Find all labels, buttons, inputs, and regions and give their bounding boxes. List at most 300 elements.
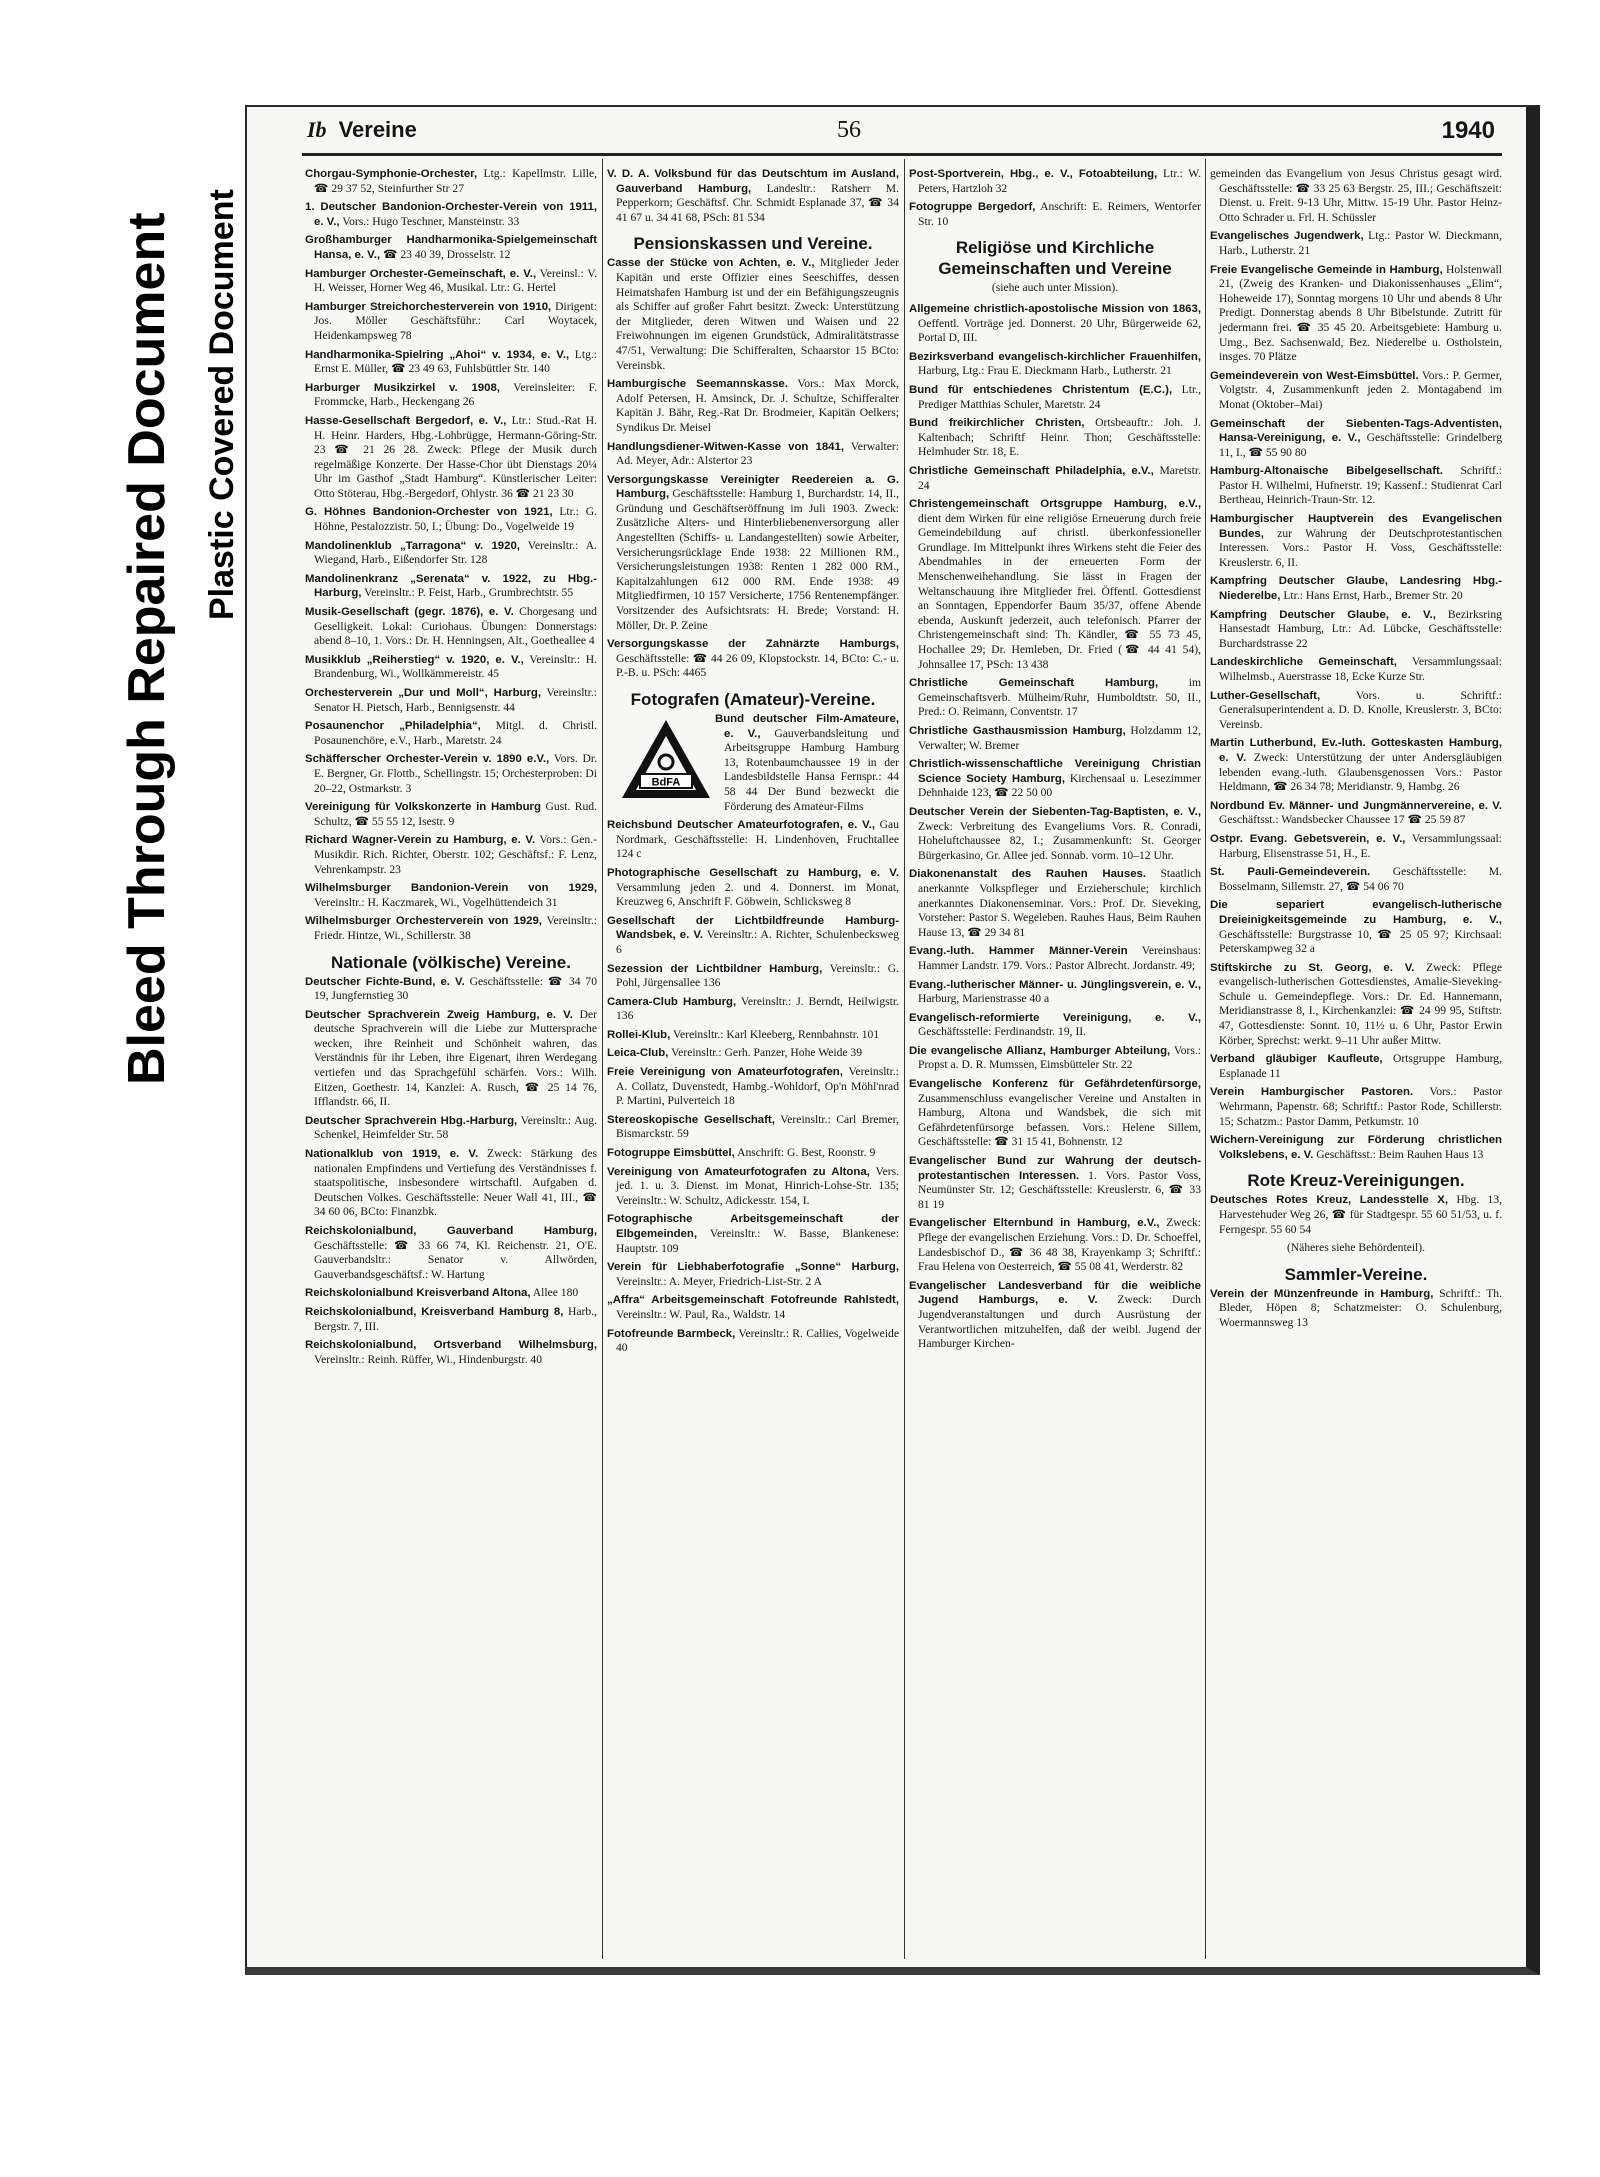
entry-details: Vereinsltr.: H. Brandenburg, Wi., Wollkämmereistr. 45: [314, 652, 597, 681]
section-number: Ib: [307, 117, 327, 142]
directory-entry: [909, 757, 1201, 801]
entry-details: Vereinsltr.: Senator H. Pietsch, Harb., Bennigsenstr. 44: [314, 686, 597, 714]
directory-entry: [607, 1046, 899, 1061]
entry-details: Schriftf.: Pastor H. Wilhelmi, Hufnerstr. 19; Kassenf.: Studienrat Carl Bertheau, Heinrich-Traun-Str. 12.: [1219, 464, 1502, 507]
entry-name: Musik-Gesellschaft (gegr. 1876), e. V.: [305, 606, 514, 619]
column-divider: [602, 159, 603, 1959]
entry-details: Gust. Rud. Schultz, ☎ 55 55 12, Isestr. 9: [314, 800, 597, 828]
directory-entry: [607, 1146, 899, 1161]
directory-entry: [607, 1028, 899, 1043]
entry-name: Hasse-Gesellschaft Bergedorf, e. V.,: [305, 414, 507, 427]
entry-name: Fotogruppe Bergedorf,: [909, 201, 1036, 214]
entry-name: St. Pauli-Gemeindeverein.: [1210, 866, 1371, 879]
entry-name: Reichskolonialbund Kreisverband Altona,: [305, 1287, 531, 1300]
entry-name: Christliche Gemeinschaft Philadelphia, e.V.,: [909, 464, 1154, 477]
entry-name: Bund für entschiedenes Christentum (E.C.),: [909, 383, 1173, 396]
directory-entry: [305, 572, 597, 601]
entry-details: dient dem Wirken für eine religiöse Erneuerung durch freie Gemeindebildung auf christl. überkonfessioneller Grundlage. Im Mittelpunkt ihres Wirkens steht die Feier des Abendmahles in der erneuerten Form der Menschenweihehandlung. Sie lässt in Fragen der Weltanschauung ihre Mitglieder frei. Öffentl. Gottesdienst an Sonntagen, Eppendorfer Baum 35/37, offene Abende ebenda, Auskunft jederzeit, auch telefonisch. Pfarrer der Christengemeinschaft sind: Th. Kändler, ☎ 55 73 45, Hochallee 29; Dr. Hemleben, Dr. Fried (☎ 44 41 54), Johnsallee 17, PSch: 13 438: [918, 511, 1201, 671]
directory-entry: [305, 975, 597, 1004]
entry-details: Geschäftsst.: Wandsbecker Chaussee 17 ☎ 25 59 87: [1219, 813, 1466, 827]
entry-name: Deutscher Sprachverein Zweig Hamburg, e. V.: [305, 1008, 573, 1021]
entry-details: Vereinsltr.: H. Kaczmarek, Wi., Vogelhüttendeich 31: [314, 895, 558, 909]
directory-entry: [607, 712, 899, 814]
directory-entry: [607, 1293, 899, 1322]
entry-name: Diakonenanstalt des Rauhen Hauses.: [909, 868, 1147, 881]
directory-entry: [305, 752, 597, 796]
entry-name: Reichskolonialbund, Gauverband Hamburg,: [305, 1225, 597, 1237]
entry-name: Hamburgischer Hauptverein des Evangelischen Bundes,: [1210, 513, 1502, 540]
directory-entry: [607, 1065, 899, 1109]
entry-name: Wilhelmsburger Orchesterverein von 1929,: [305, 915, 542, 928]
directory-entry: [909, 1279, 1201, 1352]
entry-name: Martin Lutherbund, Ev.-luth. Gotteskasten Hamburg, e. V.: [1210, 737, 1502, 764]
entry-details: Geschäftsstelle: Ferdinandstr. 19, II.: [918, 1025, 1087, 1039]
directory-entry: [305, 539, 597, 568]
entry-name: Chorgau-Symphonie-Orchester,: [305, 168, 478, 180]
entry-details: Maretstr. 24: [918, 463, 1202, 492]
entry-name: Rollei-Klub,: [607, 1028, 671, 1041]
entry-name: Allgemeine christlich-apostolische Mission von 1863,: [909, 302, 1201, 315]
directory-entry: [305, 348, 597, 377]
entry-details: Vereinsltr.: Gerh. Panzer, Hohe Weide 39: [668, 1046, 863, 1060]
entry-details: Zweck: Unterstützung der unter Andersgläubigen lebenden evang.-luth. Glaubensgenossen Vors.: Pastor Heldmann, ☎ 26 34 78; Meridianstr. 9, Hambg. 26: [1219, 750, 1502, 794]
entry-name: Casse der Stücke von Achten, e. V.,: [607, 257, 815, 270]
entry-name: Post-Sportverein, Hbg., e. V., Fotoabteilung,: [909, 168, 1158, 180]
entry-details: Geschäftsst.: Beim Rauhen Haus 13: [1313, 1147, 1484, 1161]
entry-name: Handharmonika-Spielring „Ahoi“ v. 1934, e. V.,: [305, 348, 570, 361]
entry-details: Zweck: Stärkung des nationalen Empfindens und Vertiefung des Verständnisses f. staatspolitische, insbesondere wirtschaftl. Aufgaben d. Deutschen Volkes. Geschäftsstelle: Neuer Wall 41, III., ☎ 34 60 06, BCto: Finanzbk.: [314, 1147, 598, 1219]
directory-entry: [607, 914, 899, 958]
entry-name: 1. Deutscher Bandonion-Orchester-Verein von 1911, e. V.,: [305, 201, 597, 228]
directory-entry: [1210, 655, 1502, 684]
entry-name: Bezirksverband evangelisch-kirchlicher Frauenhilfen,: [909, 350, 1201, 363]
entry-name: Gesellschaft der Lichtbildfreunde Hamburg-Wandsbek, e. V.: [607, 914, 899, 942]
entry-name: Gemeinschaft der Siebenten-Tags-Adventisten, Hansa-Vereinigung, e. V.,: [1210, 417, 1502, 445]
entry-details: Harburg, Ltg.: Frau E. Dieckmann Harb., Lutherstr. 21: [918, 364, 1172, 378]
directory-entry: [1210, 1085, 1502, 1129]
directory-entry: [305, 833, 597, 877]
entry-name: Posaunenchor „Philadelphia“,: [305, 720, 481, 733]
directory-entry: [607, 637, 899, 681]
entry-details: Geschäftsstelle: Hamburg 1, Burchardstr. 14, II., Gründung und Geschäftseröffnung im Juli 1903. Zweck: Zusätzliche Alters- und Hinterbliebenenversorgung aller Angestellten (Schiffs- u. Landangestellten) sowie Arbeiter, Versicherungsrücklage Ende 1938: 22 Millionen RM., Versicherungsleistungen 1938: Renten 1 282 000 RM., Kapitalzahlungen 612 000 RM. Ende 1938: 49 Mitgliedfirmen, 10 157 Versicherte, 1756 Rentenempfänger. Vorsitzender des Aufsichtsrats: H. Brede; Vorstand: H. Möller, Dr. P. Zeine: [616, 487, 899, 632]
entry-details: Ltr.: Hans Ernst, Harb., Bremer Str. 20: [1280, 589, 1463, 603]
directory-entry: [607, 962, 899, 991]
directory-entry: [1210, 898, 1502, 956]
section-heading: Rote Kreuz-Vereinigungen.: [1247, 1171, 1465, 1191]
directory-entry: [305, 1338, 597, 1367]
page-year: 1940: [1441, 117, 1495, 144]
entry-details: Geschäftsstelle: M. Bosselmann, Sillemstr. 27, ☎ 54 06 70: [1219, 865, 1502, 893]
entry-details: Vereinsltr.: J. Berndt, Heilwigstr. 136: [616, 994, 899, 1023]
directory-entry: [607, 256, 899, 373]
directory-entry: [909, 350, 1201, 379]
directory-entry: [607, 377, 899, 435]
entry-name: Evangelischer Landesverband für die weibliche Jugend Hamburgs, e. V.: [909, 1279, 1201, 1307]
entry-details: Mitgl. d. Christl. Posaunenchöre, e.V., Harb., Maretstr. 24: [314, 719, 597, 747]
entry-details: Geschäftsstelle: ☎ 33 66 74, Kl. Reichenstr. 21, O'E. Gauverbandsltr.: Senator v. Allwörden, Gauverbandsgeschäftsf.: W. Hartung: [314, 1238, 597, 1281]
directory-entry: [909, 1011, 1201, 1040]
entry-details: Bezirksring Hansestadt Hamburg, Ltr.: Ad. Lübcke, Geschäftsstelle: Burchardstrasse 22: [1219, 607, 1502, 650]
column-divider: [904, 159, 905, 1959]
entry-name: Verein Hamburgischer Pastoren.: [1210, 1086, 1414, 1099]
directory-entry: [909, 1077, 1201, 1150]
directory-entry: [305, 200, 597, 229]
column-divider: [1205, 159, 1206, 1959]
entry-details: Ortsbeauftr.: Joh. J. Kaltenbach; Schriftf Heinr. Thon; Geschäftsstelle: Helmhuder Str. 18, E.: [918, 416, 1201, 459]
directory-entry: [1210, 417, 1502, 461]
entry-name: Bund deutscher Film-Amateure, e. V.,: [715, 713, 899, 740]
logo-text: BdFA: [651, 776, 681, 789]
directory-entry: [305, 605, 597, 649]
page-header: [307, 117, 1507, 149]
directory-entry: [305, 653, 597, 682]
entry-name: G. Höhnes Bandonion-Orchester von 1921,: [305, 506, 553, 519]
entry-name: Ostpr. Evang. Gebetsverein, e. V.,: [1210, 832, 1406, 845]
entry-name: Harburger Musikzirkel v. 1908,: [305, 381, 500, 394]
running-title: [307, 117, 417, 143]
directory-entry: [909, 167, 1201, 196]
entry-details: Vereinsltr.: A. Collatz, Duvenstedt, Hambg.-Wohldorf, Op'n Möhl'nrad P. Martini, Pulverteich 18: [616, 1065, 899, 1108]
entry-name: Christlich-wissenschaftliche Vereinigung Christian Science Society Hamburg,: [909, 758, 1201, 785]
entry-name: Stiftskirche zu St. Georg, e. V.: [1210, 961, 1415, 974]
entry-name: Leica-Club,: [607, 1047, 669, 1060]
section-note: (Näheres siehe Behördenteil).: [1286, 1241, 1426, 1255]
entry-details: Vors.: Max Morck, Adolf Petersen, H. Amsinck, Dr. J. Schultze, Schifferalter Kapitän J. Bähr, Reg.-Rat Dr. Brodmeier, Kapitän Oelkers; Syndikus Dr. Meisel: [616, 377, 899, 434]
directory-entry: [909, 805, 1201, 863]
directory-entry: [607, 1212, 899, 1256]
directory-entry: [909, 867, 1201, 940]
entry-name: Hamburger Streichorchesterverein von 1910,: [305, 300, 552, 313]
entry-details: Ortsgruppe Hamburg, Esplanade 11: [1219, 1052, 1502, 1080]
entry-details: Vereinsltr.: Karl Kleeberg, Rennbahnstr. 101: [670, 1027, 880, 1041]
entry-name: V. D. A. Volksbund für das Deutschtum im Ausland, Gauverband Hamburg,: [607, 168, 899, 195]
directory-entry: [909, 944, 1201, 973]
page-number: 56: [837, 117, 861, 143]
directory-entry: [1210, 608, 1502, 652]
entry-details: Gau Nordmark, Geschäftsstelle: H. Lindenhoven, Fruchtallee 124 c: [616, 818, 899, 861]
entry-name: Freie Evangelische Gemeinde in Hamburg,: [1210, 263, 1443, 276]
directory-entry: [305, 800, 597, 829]
directory-entry: [1210, 799, 1502, 828]
entry-name: Handlungsdiener-Witwen-Kasse von 1841,: [607, 440, 845, 453]
directory-entry: [1210, 832, 1502, 861]
directory-entry: [909, 724, 1201, 753]
entry-name: Gemeindeverein von West-Eimsbüttel.: [1210, 369, 1419, 382]
entry-details: Vereinsltr.: W. Paul, Ra., Waldstr. 14: [616, 1307, 786, 1321]
entry-name: Landeskirchliche Gemeinschaft,: [1210, 656, 1397, 669]
entry-details: Zweck: Durch Jugendveranstaltungen und durch Ausrüstung der Verantwortlichen mitzuhelfen, daß der weibl. Jugend der Hamburger Kirchen-: [918, 1293, 1201, 1351]
entry-details: Ltg.: Kapellmstr. Lille, ☎ 29 37 52, Steinfurther Str 27: [314, 167, 597, 195]
directory-entry: [1210, 1287, 1502, 1331]
entry-name: Verband gläubiger Kaufleute,: [1210, 1053, 1383, 1066]
directory-entry: [607, 818, 899, 862]
directory-entry: [909, 497, 1201, 672]
entry-name: Wilhelmsburger Bandonion-Verein von 1929,: [305, 882, 597, 895]
entry-name: Evangelischer Elternbund in Hamburg, e.V.,: [909, 1217, 1160, 1230]
entry-name: Wichern-Vereinigung zur Förderung christlichen Volkslebens, e. V.: [1210, 1134, 1502, 1161]
entry-details: Anschrift: E. Reimers, Wentorfer Str. 10: [918, 200, 1201, 228]
directory-entry: [607, 167, 899, 225]
directory-entry: [1210, 961, 1502, 1049]
entry-details: Geschäftsstelle: Grindelberg 11, I., ☎ 55 90 80: [1219, 431, 1502, 459]
entry-name: Hamburger Orchester-Gemeinschaft, e. V.,: [305, 267, 537, 280]
directory-entry: [1210, 736, 1502, 794]
directory-entry: [909, 978, 1201, 1007]
entry-name: Christliche Gemeinschaft Hamburg,: [909, 677, 1159, 690]
entry-name: Kampfring Deutscher Glaube, Landesring Hbg.-Niederelbe,: [1210, 575, 1502, 603]
header-rule: [302, 153, 1502, 156]
entry-name: Nordbund Ev. Männer- und Jungmännervereine, e. V.: [1210, 799, 1502, 812]
directory-entry: [305, 267, 597, 296]
entry-name: Musikklub „Reiherstieg“ v. 1920, e. V.,: [305, 653, 524, 666]
entry-details: Kirchensaal u. Lesezimmer Dehnhaide 123, ☎ 22 50 00: [918, 771, 1201, 800]
entry-details: Zweck: Pflege evangelisch-lutherischen Gottesdienstes, Amalie-Sieveking-Schule u. Gemeindepflege. Vors.: Dr. Ed. Hannemann, Meridianstrasse 8, I., Kirchenkanzlei: ☎ 24 99 95, Stiftstr. 47, Gottesdienste: Sonnt. 10, 11½ u. 6 Uhr, Pastor Erwin Körber, Sprechst: werkt. 9–11 Uhr außer Mittw.: [1219, 960, 1502, 1047]
entry-name: Vereinigung für Volkskonzerte in Hamburg: [305, 801, 541, 814]
directory-entry: [1210, 167, 1502, 225]
directory-entry: [305, 300, 597, 344]
directory-entry: [607, 866, 899, 910]
entry-details: Geschäftsstelle: ☎ 44 26 09, Klopstockstr. 14, BCto: C.- u. P.-B. u. PSch: 4465: [616, 651, 899, 680]
directory-entry: [305, 719, 597, 748]
directory-entry: [1210, 1193, 1502, 1237]
entry-details: Allee 180: [530, 1286, 579, 1300]
entry-details: Vereinsltr.: A. Wiegand, Harb., Eißendorfer Str. 128: [314, 538, 597, 567]
entry-details: Vereinsltr.: Carl Bremer, Bismarckstr. 59: [616, 1112, 899, 1141]
directory-entry: [607, 1165, 899, 1209]
entry-details: Geschäftsstelle: ☎ 34 70 19, Jungfernstieg 30: [314, 974, 597, 1003]
entry-details: Ltg.: Ernst E. Müller, ☎ 23 49 63, Fuhlsbüttler Str. 140: [314, 347, 597, 376]
entry-details: Ltr.: W. Peters, Hartzloh 32: [918, 167, 1201, 195]
entry-details: Ltr., Prediger Matthias Schuler, Maretstr. 24: [918, 382, 1201, 411]
entry-details: Zweck: Verbreitung des Evangeliums Vors. R. Conradi, Hoheluftchaussee 82, I.; Zusammenkunft: St. Georger Bürgerkasino, Gr. Allee jed. Sonnab. vorm. 10–12 Uhr.: [918, 819, 1201, 862]
section-heading: Pensionskassen und Vereine.: [633, 234, 873, 254]
entry-details: Ltg.: Pastor W. Dieckmann, Harb., Lutherstr. 21: [1219, 229, 1502, 257]
bleed-through-label: Bleed Through Repaired Document: [118, 212, 176, 1085]
entry-name: Bund freikirchlicher Christen,: [909, 417, 1085, 430]
directory-entry: [909, 383, 1201, 412]
entry-details: Vors. u. Schriftf.: Generalsuperintendent a. D. D. Knolle, Kreuslerstr. 3, BCto: Vereinsb.: [1219, 688, 1502, 731]
directory-entry: [607, 1327, 899, 1356]
entry-name: Hamburg-Altonaische Bibelgesellschaft.: [1210, 465, 1443, 478]
directory-entry: [305, 505, 597, 534]
section-title: Vereine: [338, 117, 417, 142]
entry-details: Vereinsltr.: G. Pohl, Jürgensallee 136: [616, 961, 899, 990]
entry-details: Hbg. 13, Harvestehuder Weg 26, ☎ für Stadtgespr. 55 60 51/53, u. f. Ferngespr. 55 60 54: [1219, 1193, 1502, 1236]
plastic-covered-label: Plastic Covered Document: [203, 189, 241, 620]
entry-name: Richard Wagner-Verein zu Hamburg, e. V.: [305, 834, 536, 847]
entry-details: Vers. jed. 1. u. 3. Dienst. im Monat, Hinrich-Lohse-Str. 135; Vereinsltr.: W. Schultz, Adickesstr. 154, I.: [616, 1164, 899, 1207]
entry-details: Vereinsltr.: A. Richter, Schulenbecksweg 6: [616, 928, 899, 956]
section-note: (siehe auch unter Mission).: [991, 281, 1119, 295]
entry-details: Mitglieder Jeder Kapitän und erste Offizier eines Seeschiffes, dessen Heimatshafen Hamburg ist und der ein Befähigungszeugnis als Schiffer auf großer Fahrt besitzt. Zweck: Unterstützung der Mitglieder, deren Witwen und Waisen und 22 Freiwohnungen im eigenen Grundstück, Admiralitätstrasse 47/51, Verwaltung: Die Schifferalten, Schaarstor 15 BCto: Vereinsbk.: [616, 256, 899, 372]
directory-entry: [909, 1044, 1201, 1073]
entry-details: Ltr.: G. Höhne, Pestalozzistr. 50, I.; Übung: Do., Vogelweide 19: [314, 505, 597, 534]
entry-details: Zusammenschluss evangelischer Vereine und Anstalten in Hamburg, Altona und Wandsbek, die sich mit Gefährdetenfürsorge befassen. Vors.: Helene Sillem, Geschäftsstelle: ☎ 31 15 41, Bohnenstr. 12: [918, 1091, 1201, 1149]
directory-entry: [305, 881, 597, 910]
entry-details: Vereinsleiter: F. Frommcke, Harb., Heckengang 26: [314, 380, 597, 409]
directory-entry: [305, 414, 597, 502]
entry-name: Christengemeinschaft Ortsgruppe Hamburg, e.V.,: [909, 498, 1201, 511]
directory-entry: [305, 1147, 597, 1220]
section-heading: Fotografen (Amateur)-Vereine.: [630, 690, 876, 709]
entry-details: Vors.: Hugo Teschner, Mansteinstr. 33: [339, 214, 520, 228]
entry-details: Vereinsltr.: Aug. Schenkel, Heimfelder Str. 58: [314, 1113, 597, 1142]
entry-name: Versorgungskasse Vereinigter Reedereien a. G. Hamburg,: [607, 473, 899, 501]
directory-entry: [607, 440, 899, 469]
directory-entry: [305, 167, 597, 196]
entry-details: Vereinsltr.: P. Feist, Harb., Grumbrechtstr. 55: [361, 586, 574, 600]
entry-name: Deutscher Fichte-Bund, e. V.: [305, 975, 465, 988]
column-2: [607, 167, 899, 1360]
directory-entry: [305, 1286, 597, 1301]
entry-name: Versorgungskasse der Zahnärzte Hamburgs,: [607, 638, 899, 651]
entry-details: Geschäftsstelle: Burgstrasse 10, ☎ 25 05 97; Kirchsaal: Peterskampweg 32 a: [1219, 927, 1502, 956]
directory-entry: [1210, 689, 1502, 733]
entry-details: Schriftf.: Th. Bleder, Höpen 8; Schatzmeister: O. Schulenburg, Woermannsweg 13: [1219, 1286, 1502, 1329]
directory-entry: [305, 914, 597, 943]
entry-name: Christliche Gasthausmission Hamburg,: [909, 725, 1126, 737]
directory-entry: [607, 1113, 899, 1142]
entry-details: Vereinsltr.: Reinh. Rüffer, Wi., Hindenburgstr. 40: [314, 1352, 543, 1366]
entry-details: Vors.: P. Germer, Volgtstr. 4, Zusammenkunft jeden 2. Montagabend im Monat (Oktober–Mai): [1219, 368, 1502, 411]
section-heading: Nationale (völkische) Vereine.: [331, 952, 571, 972]
entry-details: Vereinsl.: V. H. Weisser, Horner Weg 46, Musikal. Ltr.: G. Hertel: [314, 266, 597, 295]
entry-details: Vereinsltr.: W. Basse, Blankenese: Hauptstr. 109: [616, 1227, 899, 1255]
directory-entry: [909, 1154, 1201, 1212]
entry-name: Die evangelische Allianz, Hamburger Abteilung,: [909, 1044, 1171, 1057]
entry-name: Fotofreunde Barmbeck,: [607, 1327, 736, 1340]
entry-details: Harburg, Marienstrasse 40 a: [918, 992, 1050, 1006]
entry-name: Fotogruppe Eimsbüttel,: [607, 1147, 735, 1160]
directory-entry: [1210, 574, 1502, 603]
entry-name: Reichsbund Deutscher Amateurfotografen, e. V.,: [607, 819, 876, 832]
entry-details: Holzdamm 12, Verwalter; W. Bremer: [918, 724, 1201, 752]
entry-name: Vereinigung von Amateurfotografen zu Altona,: [607, 1165, 870, 1178]
column-1: [305, 167, 597, 1371]
directory-entry: [607, 1260, 899, 1289]
directory-entry: [1210, 512, 1502, 570]
entry-name: Evangelisches Jugendwerk,: [1210, 230, 1364, 243]
entry-details: Anschrift: G. Best, Roonstr. 9: [734, 1146, 876, 1160]
entry-details: Landesltr.: Ratsherr M. Pepperkorn; Geschäftsf. Chr. Schmidt Esplanade 37, ☎ 34 41 67 u. 34 41 68, PSch: 81 534: [616, 181, 899, 224]
entry-details: Ltr.: Stud.-Rat H. H. Heinr. Harders, Hbg.-Lohbrügge, Hermann-Göring-Str. 23 ☎ 21 26 28. Zweck: Pflege der Musik durch regelmäßige Konzerte. Der Hasse-Chor übt Dienstags 20¼ Uhr im Gasthof „Stadt Hamburg“. Künstlerischer Leiter: Otto Stöterau, Hbg.-Bergedorf, Ohlystr. 36 ☎ 21 23 30: [314, 413, 597, 500]
entry-name: Nationalklub von 1919, e. V.: [305, 1148, 479, 1161]
entry-details: Vors.: Pastor Wehrmann, Papenstr. 68; Schriftf.: Pastor Rode, Schillerstr. 15; Schatzm.: Pastor Damm, Petkumstr. 10: [1219, 1085, 1502, 1128]
entry-name: Mandolinenkranz „Serenata“ v. 1922, zu Hbg.-Harburg,: [305, 572, 597, 600]
entry-name: Deutscher Verein der Siebenten-Tag-Baptisten, e. V.,: [909, 805, 1201, 818]
entry-name: Kampfring Deutscher Glaube, e. V.,: [1210, 608, 1436, 621]
entry-details: Vereinshaus: Hammer Landstr. 179. Vors.: Pastor Albrecht. Jordanstr. 49;: [918, 944, 1201, 972]
entry-details: Gauverbandsleitung und Arbeitsgruppe Hamburg Hamburg 13, Rotenbaumchaussee 19 in der Landesbildstelle Hansa Fernspr.: 44 58 44 Der Bund bezweckt die Förderung des Amateur-Films: [724, 726, 899, 813]
directory-entry: [305, 381, 597, 410]
entry-details: Holstenwall 21, (Zweig des Kranken- und Diakonissenhauses „Elim“, Hoheweide 17), Sonntag morgens 10 Uhr und abends 8 Uhr Predigt. Donnerstag abends 8 Uhr Bibelstunde. Zutritt für jedermann frei. ☎ 35 45 20. Arbeitsgebiete: Hamburg u. Umg., Bez. Sachsenwald, Bez. Niederelbe u. Ostholstein, insges. 70 Plätze: [1219, 262, 1502, 364]
entry-details: Vereinsltr.: Friedr. Hintze, Wi., Schillerstr. 38: [314, 914, 597, 942]
directory-entry: [305, 1114, 597, 1143]
entry-details: Zweck: Pflege der evangelischen Erziehung. Vors.: D. Dr. Schoeffel, Landesbischof D., ☎ 36 48 38, Krayenkamp 3; Schriftf.: Frau Helena von Oesterreich, ☎ 55 08 41, Werderstr. 82: [918, 1216, 1201, 1274]
entry-name: Verein für Liebhaberfotografie „Sonne“ Harburg,: [607, 1261, 899, 1274]
entry-name: Evang.-lutherischer Männer- u. Jünglingsverein, e. V.,: [909, 978, 1201, 991]
directory-entry: [305, 1305, 597, 1334]
directory-entry: [607, 995, 899, 1024]
bdfa-logo-icon: [616, 714, 716, 806]
entry-name: „Affra“ Arbeitsgemeinschaft Fotofreunde Rahlstedt,: [607, 1294, 899, 1307]
entry-name: Deutsches Rotes Kreuz, Landesstelle X,: [1210, 1194, 1449, 1207]
entry-name: Reichskolonialbund, Ortsverband Wilhelmsburg,: [305, 1339, 597, 1352]
entry-name: Schäfferscher Orchester-Verein v. 1890 e.V.,: [305, 753, 550, 766]
entry-details: zur Wahrung der Deutschprotestantischen Interessen. Vors.: Pastor H. Voss, Geschäftsstelle: Kreuslerstr. 6, II.: [1219, 526, 1502, 569]
entry-details: Vereinsltr.: R. Callies, Vogelweide 40: [616, 1326, 899, 1355]
entry-name: Großhamburger Handharmonika-Spielgemeinschaft Hansa, e. V.,: [305, 234, 597, 261]
entry-name: Orchesterverein „Dur und Moll“, Harburg,: [305, 687, 542, 699]
entry-name: Die separiert evangelisch-lutherische Dreieinigkeitsgemeinde zu Hamburg, e. V.,: [1210, 899, 1502, 926]
directory-entry: [305, 1008, 597, 1110]
entry-name: Evangelische Konferenz für Gefährdetenfürsorge,: [909, 1078, 1201, 1091]
entry-name: Verein der Münzenfreunde in Hamburg,: [1210, 1287, 1434, 1300]
directory-entry: [909, 200, 1201, 229]
directory-entry: [305, 233, 597, 262]
entry-details: im Gemeinschaftsverb. Mülheim/Ruhr, Humboldtstr. 50, II., Pred.: O. Reimann, Conventstr. 17: [918, 676, 1202, 719]
entry-details: Vors. Dr. E. Bergner, Gr. Flottb., Schellingstr. 15; Orchesterproben: Di 20–22, Ostmarkstr. 3: [314, 752, 597, 795]
entry-details: 1. Vors. Pastor Voss, Neumünster Str. 12; Geschäftsstelle: Kreuslerstr. 6, ☎ 33 81 19: [918, 1168, 1201, 1211]
directory-entry: [909, 416, 1201, 460]
directory-entry: [909, 464, 1201, 493]
entry-details: gemeinden das Evangelium von Jesus Christus gesagt wird. Geschäftsstelle: ☎ 33 25 63 Bergstr. 25, III.; Geschäftszeit: Dienst. u. Freit. 9-13 Uhr, Mittw. 15-19 Uhr. Pastor Heinz-Otto Schrader u. Frl. H. Schüssler: [1210, 167, 1502, 224]
entry-details: Chorgesang und Geselligkeit. Lokal: Curiohaus. Übungen: Donnerstags: abend 8–10, 1. Vors.: Dr. H. Henningsen, Alt., Goetheallee 4: [314, 605, 597, 648]
entry-name: Evangelisch-reformierte Vereinigung, e. V.,: [909, 1011, 1201, 1024]
directory-entry: [909, 676, 1201, 720]
entry-details: Staatlich anerkannte Volkspfleger und Erzieherschule; kirchlich anerkanntes Diakonenseminar. Vors.: Prof. Dr. Sieveking, Vorsteher: Pastor S. Wegeleben. Rauhes Haus, Beim Rauhen Hause 13, ☎ 29 34 81: [918, 867, 1202, 939]
entry-details: Oeffentl. Vorträge jed. Donnerst. 20 Uhr, Bürgerweide 62, Portal D, III.: [918, 316, 1201, 345]
entry-details: ☎ 23 40 39, Drosselstr. 12: [380, 247, 511, 261]
directory-entry: [1210, 464, 1502, 508]
entry-name: Evangelischer Bund zur Wahrung der deutsch-protestantischen Interessen.: [909, 1155, 1201, 1182]
directory-entry: [1210, 229, 1502, 258]
entry-details: Versammlungssaal: Wilhelmsb., Auerstrasse 18, Ecke Kurze Str.: [1219, 655, 1502, 683]
column-4: [1210, 167, 1502, 1335]
entry-name: Mandolinenklub „Tarragona“ v. 1920,: [305, 539, 520, 552]
entry-name: Fotographische Arbeitsgemeinschaft der Elbgemeinden,: [607, 1213, 899, 1240]
directory-entry: [305, 1224, 597, 1282]
entry-details: Dirigent: Jos. Möller Geschäftsführ.: Carl Woytacek, Heidenkampsweg 78: [314, 299, 597, 342]
entry-details: Vors.: Gen.-Musikdir. Rich. Richter, Oberstr. 102; Geschäftsf.: F. Lenz, Vehrenkampstr. 23: [314, 833, 597, 876]
entry-name: Freie Vereinigung von Amateurfotografen,: [607, 1066, 843, 1079]
entry-details: Vors.: Propst a. D. R. Mumssen, Eimsbütteler Str. 22: [918, 1043, 1202, 1072]
directory-entry: [1210, 865, 1502, 894]
entry-details: Vereinsltr.: A. Meyer, Friedrich-List-Str. 2 A: [616, 1274, 822, 1288]
column-3: [909, 167, 1201, 1356]
entry-details: Der deutsche Sprachverein will die Liebe zur Muttersprache wecken, ihre Reinheit und Schönheit wahren, das Verständnis für ihr Leben, ihre Eigenart, ihren Werdegang vertiefen und das Sprachgefühl schärfen. Vors.: Wilh. Eitzen, Goethestr. 14, Kanzlei: A. Rusch, ☎ 25 14 76, Ifflandstr. 66, II.: [314, 1007, 597, 1109]
entry-details: Versammlungssaal: Harburg, Elisenstrasse 51, H., E.: [1219, 831, 1502, 860]
entry-details: Harb., Bergstr. 7, III.: [314, 1304, 597, 1333]
directory-entry: [909, 1216, 1201, 1274]
directory-entry: [1210, 263, 1502, 365]
entry-name: Evang.-luth. Hammer Männer-Verein: [909, 945, 1128, 958]
entry-name: Camera-Club Hamburg,: [607, 995, 737, 1008]
directory-entry: [1210, 1052, 1502, 1081]
directory-entry: [1210, 1133, 1502, 1162]
directory-entry: [1210, 369, 1502, 413]
directory-entry: [305, 686, 597, 715]
entry-name: Reichskolonialbund, Kreisverband Hamburg 8,: [305, 1305, 564, 1318]
directory-entry: [909, 302, 1201, 346]
entry-details: Verwalter: Ad. Meyer, Adr.: Alstertor 23: [616, 439, 899, 468]
entry-name: Sezession der Lichtbildner Hamburg,: [607, 962, 823, 975]
entry-name: Luther-Gesellschaft,: [1210, 689, 1321, 702]
entry-name: Stereoskopische Gesellschaft,: [607, 1113, 775, 1126]
entry-name: Hamburgische Seemannskasse.: [607, 378, 788, 391]
entry-details: Versammlung jeden 2. und 4. Donnerst. im Monat, Kreuzweg 6, Anschrift F. Göbwein, Schlicksweg 8: [616, 880, 899, 909]
document-page: [245, 105, 1540, 1975]
